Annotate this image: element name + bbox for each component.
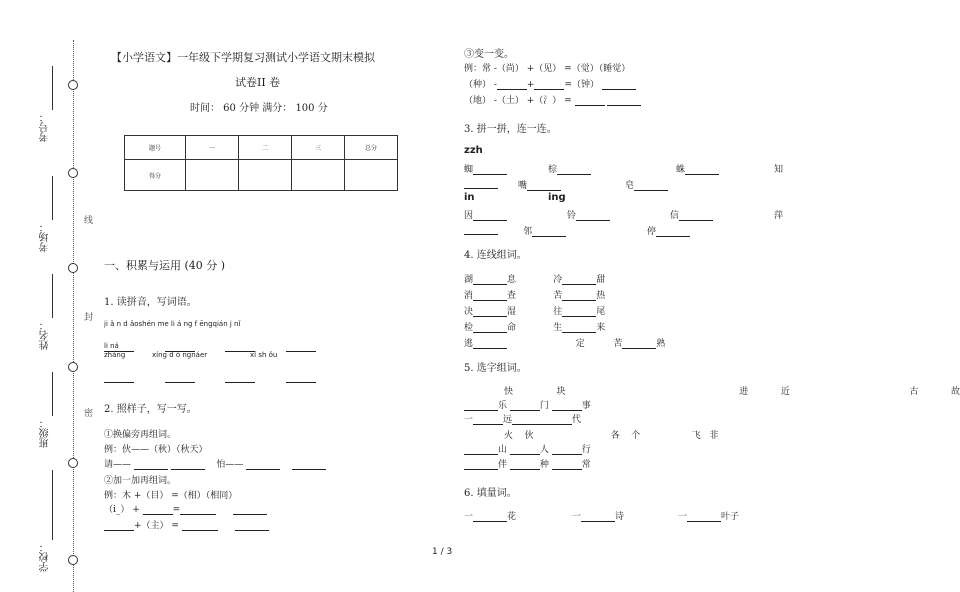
answer-blank[interactable] xyxy=(473,274,507,285)
answer-blank[interactable] xyxy=(607,95,641,106)
q3-word xyxy=(523,224,566,237)
q3-word xyxy=(625,178,668,191)
q3-part-line2 xyxy=(464,93,641,106)
q4-char: 湿 xyxy=(507,307,517,317)
q5-title: 5. 选字组词。 xyxy=(464,363,527,374)
margin-fill-line xyxy=(52,274,53,318)
q1-pinyin-li: li ná xyxy=(104,342,119,350)
q5-row3 xyxy=(464,442,591,455)
binding-dotted-line xyxy=(73,40,74,592)
q5-char: 常 xyxy=(581,460,591,470)
q4-char: 湖 xyxy=(464,275,474,285)
q2-radical: （i_） + xyxy=(104,505,140,515)
q2-part2-example: 例：木 +（目） =（相）（相同） xyxy=(104,491,238,501)
score-cell[interactable] xyxy=(186,160,239,191)
q2-part2-line1: （i_） + = xyxy=(104,502,267,515)
answer-blank[interactable] xyxy=(679,210,713,221)
q6-post: 诗 xyxy=(615,512,625,522)
q5-opt: 飞 xyxy=(691,431,701,441)
margin-fill-line xyxy=(52,66,53,110)
q3-char: 棕 xyxy=(548,165,558,175)
q2-char-pa: 怕—— xyxy=(216,460,244,470)
q5-row4 xyxy=(464,457,591,470)
q4-char: 尾 xyxy=(596,307,606,317)
q4-row xyxy=(464,336,665,349)
q3-title: 3. 拼一拼，连一连。 xyxy=(464,124,557,135)
q5-set1 xyxy=(504,384,960,397)
margin-label-exam-id: 考号： xyxy=(40,112,51,142)
q5-char: 种 xyxy=(539,460,549,470)
margin-fill-line xyxy=(52,372,53,416)
answer-blank[interactable] xyxy=(143,504,173,515)
q3-part-example: 例：常 -（尚） +（见） =（觉）（睡觉） xyxy=(464,64,631,74)
answer-blank[interactable] xyxy=(292,459,326,470)
q5-char: 事 xyxy=(581,401,591,411)
answer-blank[interactable] xyxy=(562,306,596,317)
score-cell[interactable] xyxy=(292,160,345,191)
answer-blank[interactable] xyxy=(182,520,218,531)
answer-blank[interactable] xyxy=(576,210,610,221)
answer-blank[interactable] xyxy=(473,414,503,425)
q1-pinyin-zhang: zhǎng xyxy=(104,351,126,359)
q4-char: 来 xyxy=(596,323,606,333)
margin-label-exam-room: 考场： xyxy=(40,222,51,252)
answer-blank[interactable] xyxy=(685,164,719,175)
score-cell[interactable] xyxy=(345,160,398,191)
answer-blank[interactable] xyxy=(246,459,280,470)
margin-label-class: 班级： xyxy=(40,418,51,448)
answer-blank[interactable] xyxy=(473,290,507,301)
q3-char: 皂 xyxy=(625,181,635,191)
q4-row xyxy=(464,320,605,333)
q5-char: 一 xyxy=(464,415,474,425)
score-header: 总分 xyxy=(345,136,398,160)
binding-hole xyxy=(68,80,78,90)
q5-opt: 非 xyxy=(709,431,719,441)
q3-char: 蜘 xyxy=(464,165,474,175)
q5-char: 山 xyxy=(498,445,508,455)
q3-word xyxy=(548,162,591,175)
q6-pre: 一 xyxy=(572,512,582,522)
binding-hole xyxy=(68,555,78,565)
binding-char-line: 线 xyxy=(84,216,94,226)
q4-char: 检 xyxy=(464,323,474,333)
q2-zhu: +（主） = xyxy=(134,521,179,531)
q2-title: 2. 照样子，写一写。 xyxy=(104,404,197,415)
q5-row2 xyxy=(464,412,581,425)
q1-answer-row1 xyxy=(104,333,316,352)
q3-char: 蛛 xyxy=(676,165,686,175)
q3-word xyxy=(464,162,507,175)
q5-row1 xyxy=(464,398,591,411)
answer-blank[interactable] xyxy=(510,400,540,411)
q6-item xyxy=(464,509,516,522)
answer-blank[interactable] xyxy=(552,459,582,470)
q3-group2-head-in: in xyxy=(464,192,475,203)
q5-char: 远 xyxy=(503,415,513,425)
q5-set2 xyxy=(504,428,718,441)
answer-blank[interactable] xyxy=(180,504,216,515)
answer-blank[interactable] xyxy=(473,338,507,349)
answer-blank[interactable] xyxy=(464,444,498,455)
answer-blank[interactable] xyxy=(464,400,498,411)
section1-heading: 一、积累与运用 (40 分 ) xyxy=(104,259,226,272)
q3-char: 因 xyxy=(464,211,474,221)
q4-char: 熟 xyxy=(656,339,666,349)
q1-pinyin-row1: ji ǎ n d ǎoshén me li á ng f ēngqián j nǐ xyxy=(104,320,241,328)
q1-answer-row2 xyxy=(104,364,316,383)
q5-char: 人 xyxy=(539,445,549,455)
margin-fill-line xyxy=(52,176,53,220)
q3-part-title: ③变一变。 xyxy=(464,49,514,60)
q4-char: 定 xyxy=(575,339,585,349)
q5-char: 行 xyxy=(581,445,591,455)
answer-blank-row xyxy=(464,224,498,235)
q3-group1-head: zzh xyxy=(464,145,483,156)
score-cell[interactable] xyxy=(239,160,292,191)
q5-opt: 个 xyxy=(631,431,641,441)
answer-blank[interactable] xyxy=(510,444,540,455)
margin-fill-line xyxy=(52,470,53,540)
q1-pinyin-xingdong: xíng d ò ngnáer xyxy=(152,351,208,359)
answer-blank[interactable] xyxy=(233,504,267,515)
q3-word xyxy=(567,208,610,221)
q4-title: 4. 连线组词。 xyxy=(464,250,527,261)
answer-blank[interactable] xyxy=(235,520,269,531)
answer-blank[interactable] xyxy=(532,226,566,237)
q1-title: 1. 读拼音，写词语。 xyxy=(104,297,197,308)
q6-item xyxy=(572,509,624,522)
q2-part1-line xyxy=(104,457,326,470)
answer-blank[interactable] xyxy=(473,511,507,522)
answer-blank[interactable] xyxy=(562,290,596,301)
answer-blank[interactable] xyxy=(656,226,690,237)
answer-blank[interactable] xyxy=(473,164,507,175)
answer-blank[interactable] xyxy=(286,341,316,352)
q1-pinyin-xishou: xǐ sh ǒu xyxy=(250,351,278,359)
q6-post: 花 xyxy=(507,512,517,522)
q5-opt: 伙 xyxy=(524,431,534,441)
q6-item xyxy=(678,509,739,522)
q4-row xyxy=(464,288,605,301)
q3-char: 邻 xyxy=(523,227,533,237)
answer-blank[interactable] xyxy=(171,459,205,470)
answer-blank[interactable] xyxy=(104,520,134,531)
q6-pre: 一 xyxy=(464,512,474,522)
q3-word xyxy=(518,178,561,191)
answer-blank[interactable] xyxy=(134,459,168,470)
q6-post: 叶子 xyxy=(721,512,740,522)
answer-blank[interactable] xyxy=(557,164,591,175)
answer-blank[interactable] xyxy=(622,338,656,349)
answer-blank[interactable] xyxy=(497,79,527,90)
answer-blank[interactable] xyxy=(552,400,582,411)
binding-hole xyxy=(68,458,78,468)
q3-group2-head-ing: ing xyxy=(548,192,566,203)
q3-char-right: 知 xyxy=(774,165,784,175)
q5-char: 代 xyxy=(572,415,582,425)
q2-part2-title: ②加一加再组词。 xyxy=(104,476,177,486)
binding-hole xyxy=(68,263,78,273)
answer-blank[interactable] xyxy=(512,414,542,425)
q5-opt: 故 xyxy=(950,387,960,397)
q5-opt: 近 xyxy=(780,387,790,397)
q2-char-qing: 请—— xyxy=(104,460,132,470)
answer-blank[interactable] xyxy=(464,224,498,235)
q3-char: 铃 xyxy=(567,211,577,221)
answer-blank[interactable] xyxy=(104,372,134,383)
q6-title: 6. 填量词。 xyxy=(464,488,517,499)
q3-zhong2: =（钟） xyxy=(564,80,599,90)
answer-blank[interactable] xyxy=(581,511,615,522)
binding-hole xyxy=(68,168,78,178)
q2-part2-line2 xyxy=(104,518,269,531)
q6-pre: 一 xyxy=(678,512,688,522)
answer-blank[interactable] xyxy=(562,274,596,285)
q3-char: 停 xyxy=(647,227,657,237)
q2-part1-example: 例：伙——（秋）（秋天） xyxy=(104,445,208,455)
q5-opt: 块 xyxy=(556,387,566,397)
answer-blank[interactable] xyxy=(687,511,721,522)
q4-row xyxy=(464,272,605,285)
q3-char: 嘴 xyxy=(518,181,528,191)
answer-blank[interactable] xyxy=(473,322,507,333)
q4-char: 甜 xyxy=(596,275,606,285)
q4-char: 冷 xyxy=(553,275,563,285)
q3-word xyxy=(647,224,690,237)
binding-char-seal: 封 xyxy=(84,313,94,323)
q3-di: （地） -（土） +（氵） = xyxy=(464,96,572,106)
q5-char: 乐 xyxy=(498,401,508,411)
exam-time-score: 时间： 60 分钟 满分： 100 分 xyxy=(190,103,328,114)
q4-char: 命 xyxy=(507,323,517,333)
exam-title: 【小学语文】一年级下学期复习测试小学语文期末模拟 xyxy=(111,51,375,64)
exam-subtitle: 试卷II 卷 xyxy=(235,76,281,89)
q3-word xyxy=(670,208,713,221)
q5-opt: 各 xyxy=(610,431,620,441)
q5-opt: 火 xyxy=(504,431,514,441)
answer-blank[interactable] xyxy=(602,79,636,90)
q4-char: 逃 xyxy=(464,339,474,349)
score-header: 二 xyxy=(239,136,292,160)
margin-label-school: 学校： xyxy=(40,542,51,572)
answer-blank[interactable] xyxy=(562,322,596,333)
answer-blank[interactable] xyxy=(575,95,605,106)
q3-char-right: 萍 xyxy=(774,211,784,221)
answer-blank[interactable] xyxy=(542,414,572,425)
score-header: 题号 xyxy=(125,136,186,160)
answer-blank[interactable] xyxy=(464,178,498,189)
q4-char: 查 xyxy=(507,291,517,301)
q5-char: 伴 xyxy=(498,460,508,470)
page-number: 1 / 3 xyxy=(432,547,453,557)
q5-opt: 快 xyxy=(504,387,514,397)
answer-blank[interactable] xyxy=(527,180,561,191)
answer-blank[interactable] xyxy=(473,306,507,317)
q3-zhong: （种） - xyxy=(464,80,497,90)
score-row-label: 得分 xyxy=(125,160,186,191)
answer-blank[interactable] xyxy=(165,372,195,383)
binding-char-secret: 密 xyxy=(84,409,94,419)
q2-part1-title: ①换偏旁再组词。 xyxy=(104,430,177,440)
score-table xyxy=(124,135,398,191)
answer-blank[interactable] xyxy=(552,444,582,455)
q3-char: 信 xyxy=(670,211,680,221)
score-header: 一 xyxy=(186,136,239,160)
q3-word xyxy=(464,208,507,221)
q3-word xyxy=(676,162,719,175)
answer-blank[interactable] xyxy=(510,459,540,470)
answer-blank[interactable] xyxy=(225,372,255,383)
answer-blank-row xyxy=(464,178,498,189)
answer-blank[interactable] xyxy=(286,372,316,383)
q3-part-line1 xyxy=(464,77,636,90)
q4-char: 热 xyxy=(596,291,606,301)
q4-char: 息 xyxy=(507,275,517,285)
answer-blank[interactable] xyxy=(534,79,564,90)
q4-char: 苦 xyxy=(613,339,623,349)
margin-label-name: 姓名： xyxy=(40,320,51,350)
binding-hole xyxy=(68,362,78,372)
q4-char: 生 xyxy=(553,323,563,333)
q4-row xyxy=(464,304,605,317)
q4-char: 往 xyxy=(553,307,563,317)
q4-char: 决 xyxy=(464,307,474,317)
q5-opt: 古 xyxy=(909,387,919,397)
answer-blank[interactable] xyxy=(634,180,668,191)
q4-char: 苦 xyxy=(553,291,563,301)
q3-plus: + xyxy=(526,80,535,90)
answer-blank[interactable] xyxy=(464,459,498,470)
q5-opt: 进 xyxy=(739,387,749,397)
answer-blank[interactable] xyxy=(473,210,507,221)
q4-char: 消 xyxy=(464,291,474,301)
score-header: 三 xyxy=(292,136,345,160)
q5-char: 门 xyxy=(539,401,549,411)
